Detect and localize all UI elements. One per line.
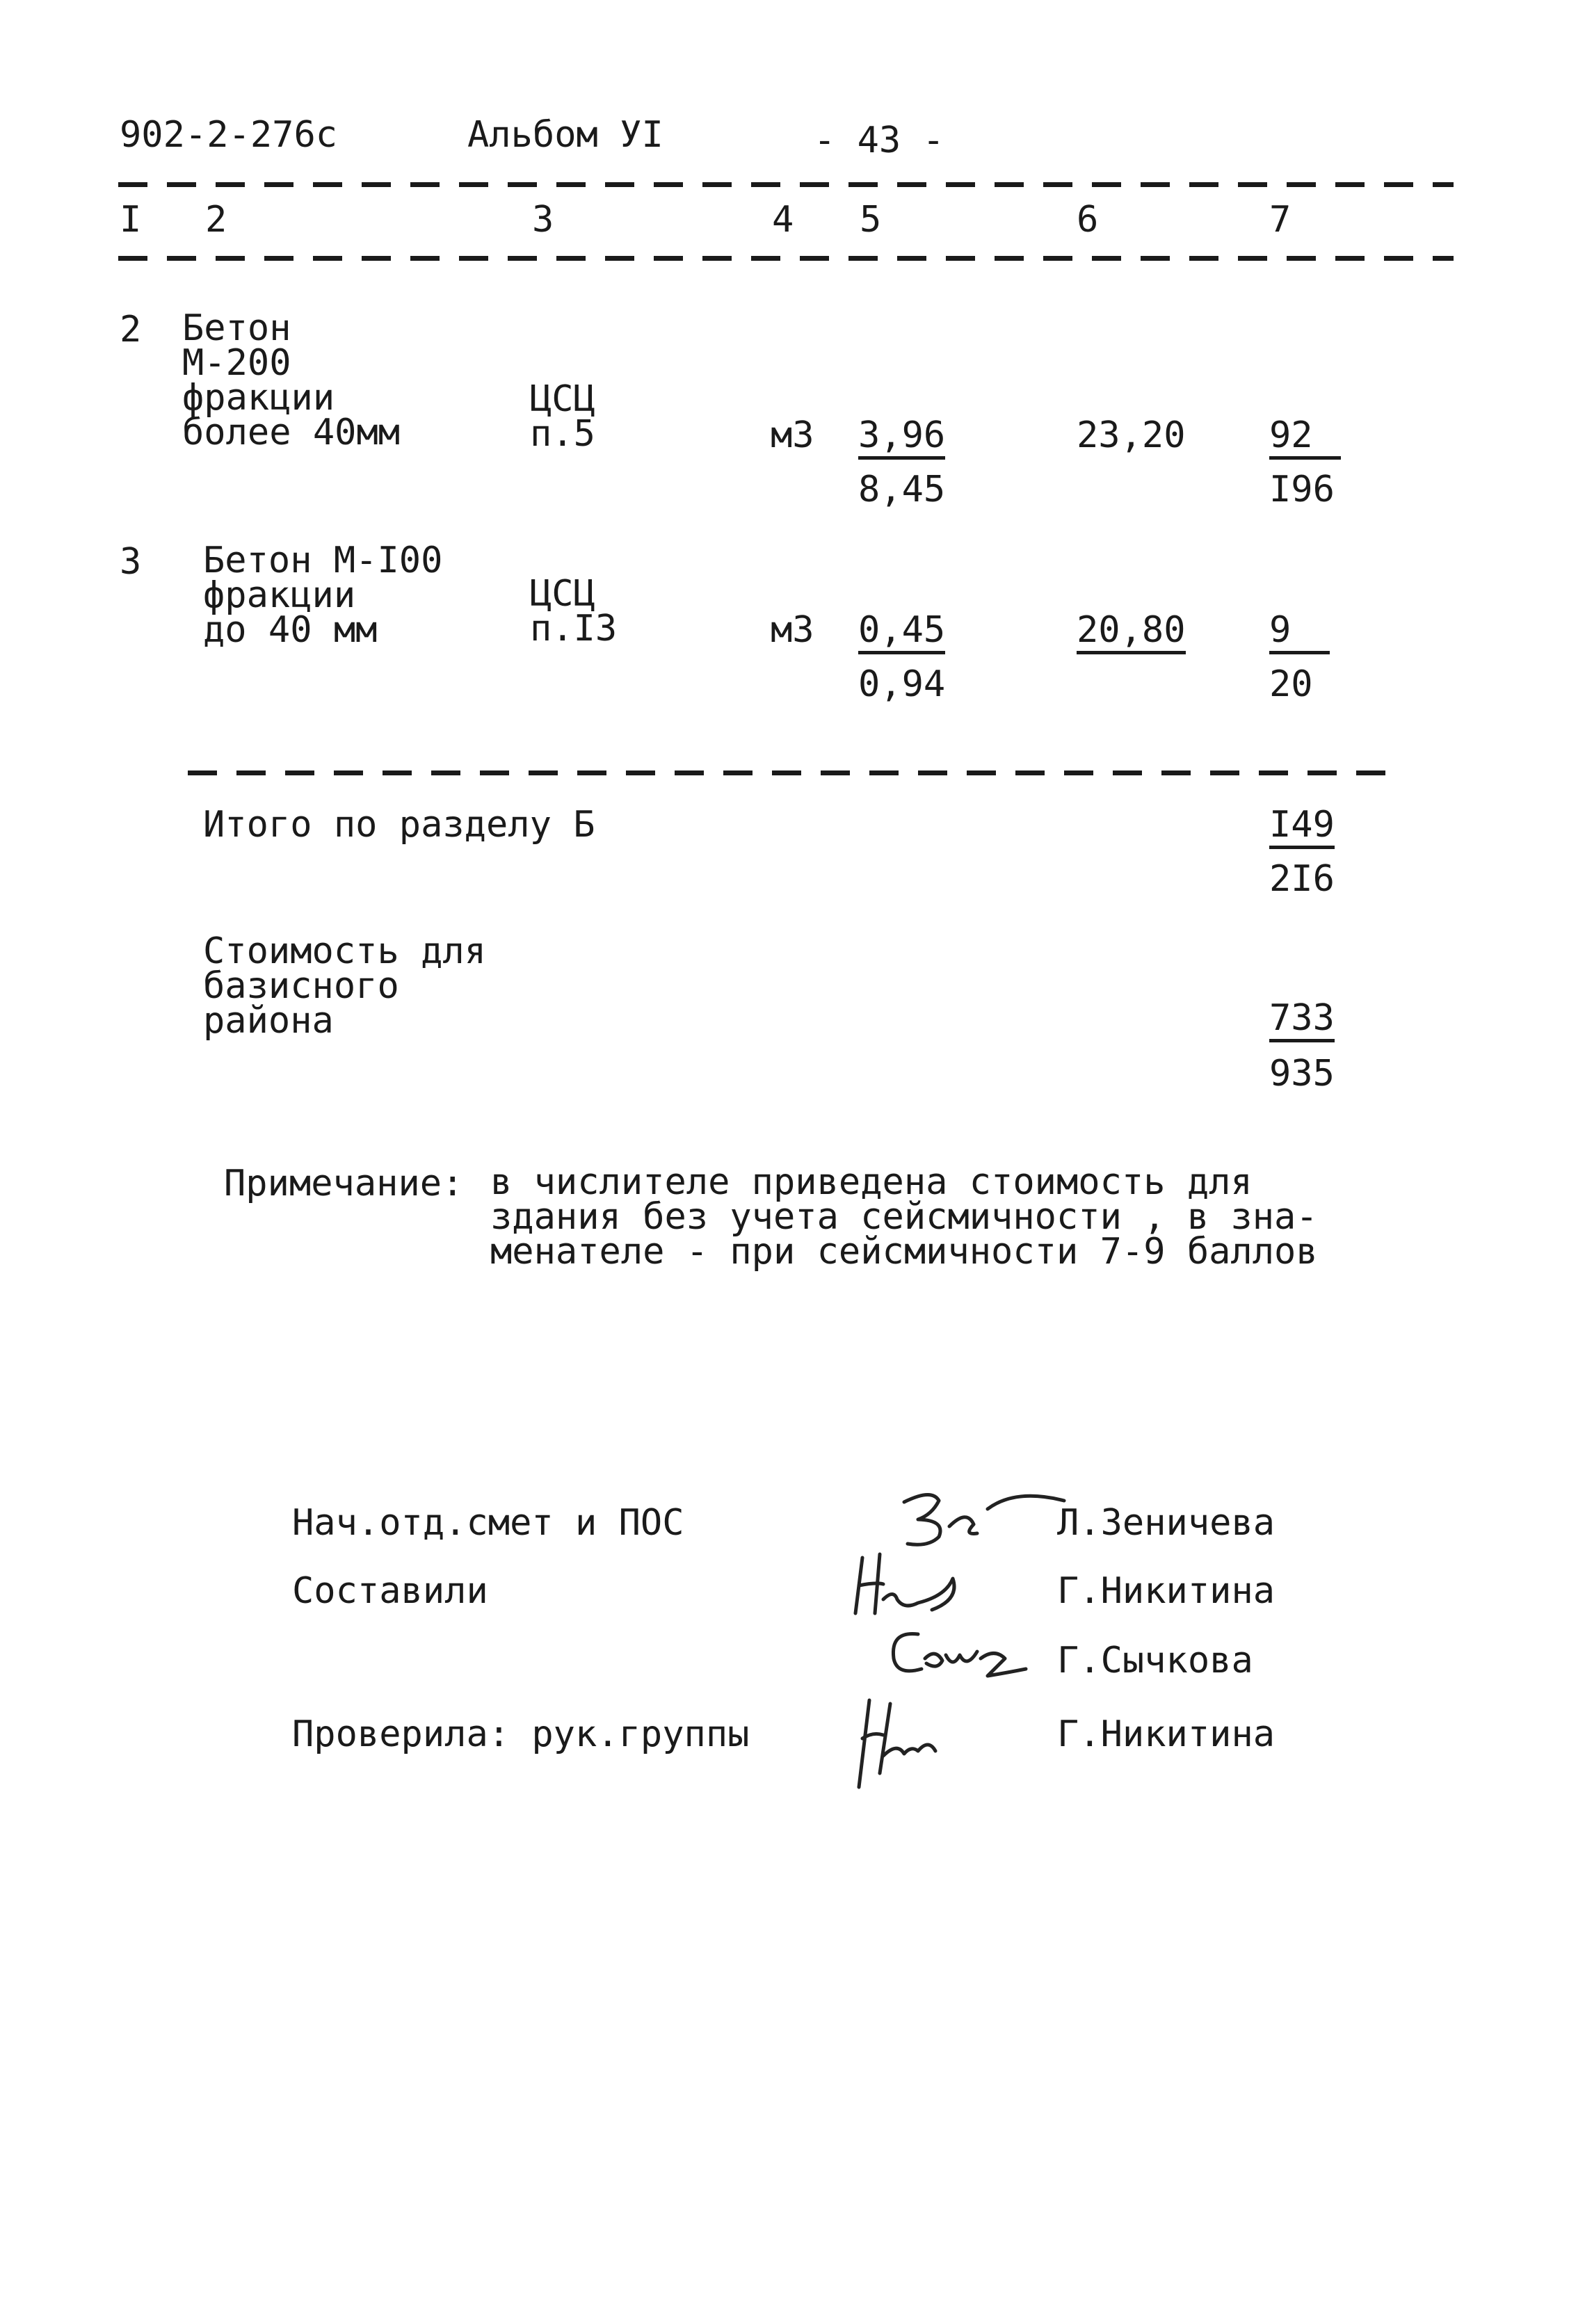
unit: м3 [771, 609, 814, 651]
unit: м3 [771, 414, 814, 456]
unit-price [1077, 609, 1186, 652]
totals-divider [188, 770, 1391, 775]
header-divider-top [118, 182, 1454, 187]
column-number-4: 4 [772, 199, 794, 241]
section-total-denominator: 2I6 [1269, 858, 1335, 900]
column-number-1: I [120, 199, 142, 241]
column-number-6: 6 [1077, 199, 1099, 241]
column-number-7: 7 [1269, 199, 1292, 241]
row-number: 2 [120, 309, 142, 350]
price-basis: ЦСЦ п.I3 [530, 573, 618, 649]
cost-numerator [1269, 414, 1341, 458]
quantity-numerator-value: 3,96 [858, 414, 945, 460]
cost-numerator [1269, 609, 1330, 652]
section-total-numerator-value: I49 [1269, 804, 1335, 849]
section-total-label: Итого по разделу Б [203, 804, 595, 846]
column-number-3: 3 [532, 199, 554, 241]
unit-price-value: 20,80 [1077, 609, 1186, 654]
quantity-numerator-value: 0,45 [858, 609, 945, 654]
quantity-denominator: 0,94 [858, 663, 946, 705]
column-number-5: 5 [860, 199, 882, 241]
base-cost-label: Стоимость для базисного района [203, 930, 486, 1042]
quantity-denominator: 8,45 [858, 469, 946, 510]
cost-denominator: 20 [1269, 663, 1313, 705]
cost-numerator-value: 9 [1269, 609, 1330, 654]
signer-name: Г.Сычкова [1057, 1640, 1253, 1681]
material-name: Бетон М-I00 фракции до 40 мм [203, 540, 443, 651]
row-number: 3 [120, 541, 142, 583]
note-text: в числителе приведена стоимость для здания без учета сейсмичности , в зна- менателе - при сейсмичности 7-9 баллов [490, 1161, 1318, 1273]
page-number: - 43 - [814, 120, 944, 161]
header-divider-bottom [118, 256, 1454, 261]
section-total-numerator [1269, 804, 1335, 847]
cost-numerator-value: 92 [1269, 414, 1341, 460]
base-cost-denominator: 935 [1269, 1053, 1335, 1095]
price-basis: ЦСЦ п.5 [530, 378, 595, 455]
base-cost-numerator-value: 733 [1269, 997, 1335, 1042]
signer-name: Л.Зеничева [1057, 1502, 1276, 1544]
cost-denominator: I96 [1269, 469, 1335, 510]
material-name: Бетон М-200 фракции более 40мм [182, 307, 401, 453]
signature-sychkova [876, 1620, 1036, 1697]
note-label: Примечание: [224, 1163, 464, 1204]
document-code: 902-2-276с [120, 114, 338, 156]
signature-nikitina-check [842, 1690, 988, 1794]
signer-name: Г.Никитина [1057, 1713, 1276, 1755]
quantity-numerator [858, 609, 946, 652]
column-number-2: 2 [205, 199, 227, 241]
checked-by-label: Проверила: рук.группы [292, 1713, 750, 1755]
head-of-department-label: Нач.отд.смет и ПОС [292, 1502, 684, 1544]
signer-name: Г.Никитина [1057, 1570, 1276, 1612]
album-label: Альбом УI [467, 114, 663, 156]
base-cost-numerator [1269, 997, 1335, 1040]
unit-price: 23,20 [1077, 414, 1186, 456]
compiled-by-label: Составили [292, 1570, 488, 1612]
quantity-numerator [858, 414, 946, 458]
